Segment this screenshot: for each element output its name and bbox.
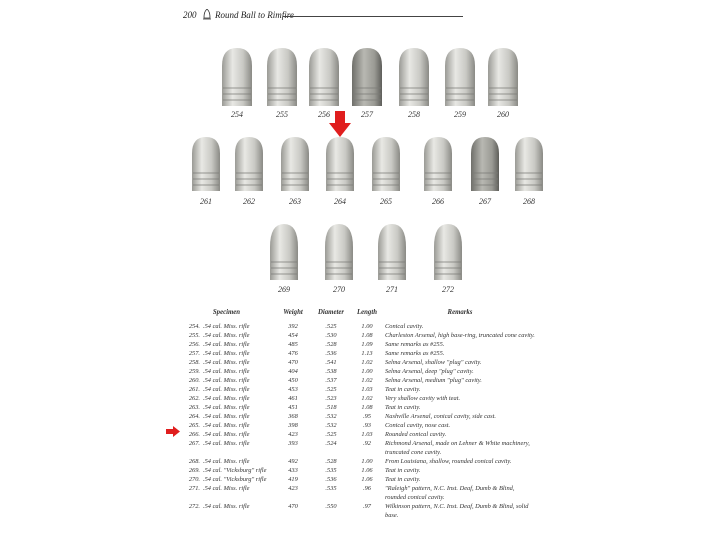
specimen-name: .54 cal. Miss. rifle bbox=[203, 395, 250, 402]
bullet-271 bbox=[376, 222, 408, 282]
length-cell: 1.03 bbox=[361, 386, 373, 393]
specimen-name: .54 cal. "Vicksburg" rifle bbox=[203, 476, 267, 483]
length-cell: 1.03 bbox=[361, 431, 373, 438]
diameter-cell: .532 bbox=[325, 422, 337, 429]
col-remarks: Remarks bbox=[447, 309, 473, 316]
weight-cell: 423 bbox=[288, 431, 298, 438]
length-cell: 1.08 bbox=[361, 332, 373, 339]
table-row bbox=[180, 412, 535, 421]
remarks-cell: Same remarks as #255. bbox=[385, 350, 445, 357]
table-row bbox=[180, 403, 535, 412]
bullet-260 bbox=[486, 46, 520, 108]
remarks-cell: Conical cavity. bbox=[385, 323, 424, 330]
bullet-label-262: 262 bbox=[243, 197, 255, 206]
length-cell: 1.00 bbox=[361, 368, 373, 375]
bullet-268 bbox=[513, 135, 545, 193]
remarks-cell: "Raleigh" pattern, N.C. Inst. Deaf, Dumb & Blind, rounded conical cavity. bbox=[385, 485, 515, 501]
red-down-arrow-icon bbox=[329, 111, 351, 137]
remarks-cell: Wilkinson pattern, N.C. Inst. Deaf, Dumb & Blind, solid base. bbox=[385, 503, 529, 519]
bullet-257 bbox=[350, 46, 384, 108]
diameter-cell: .532 bbox=[325, 413, 337, 420]
specimen-name: .54 cal. Miss. rifle bbox=[203, 386, 250, 393]
length-cell: .92 bbox=[363, 440, 371, 447]
bullet-269 bbox=[268, 222, 300, 282]
length-cell: 1.06 bbox=[361, 467, 373, 474]
remarks-cell: Conical cavity, nose cast. bbox=[385, 422, 451, 429]
diameter-cell: .528 bbox=[325, 458, 337, 465]
weight-cell: 450 bbox=[288, 377, 298, 384]
length-cell: 1.02 bbox=[361, 377, 373, 384]
specimen-name: .54 cal. Miss. rifle bbox=[203, 485, 250, 492]
bullet-label-261: 261 bbox=[200, 197, 212, 206]
bullet-259 bbox=[443, 46, 477, 108]
specimen-number: 254. bbox=[188, 323, 200, 330]
table-row bbox=[180, 421, 535, 430]
specimen-name: .54 cal. Miss. rifle bbox=[203, 503, 250, 510]
length-cell: 1.00 bbox=[361, 458, 373, 465]
length-cell: 1.02 bbox=[361, 359, 373, 366]
bullet-label-256: 256 bbox=[318, 110, 330, 119]
diameter-cell: .525 bbox=[325, 323, 337, 330]
col-weight: Weight bbox=[283, 309, 303, 316]
weight-cell: 453 bbox=[288, 386, 298, 393]
specimen-name: .54 cal. Miss. rifle bbox=[203, 332, 250, 339]
remarks-cell: Nashville Arsenal, conical cavity, side cast. bbox=[385, 413, 496, 420]
table-row bbox=[180, 502, 535, 520]
bullet-265 bbox=[370, 135, 402, 193]
specimen-name: .54 cal. Miss. rifle bbox=[203, 413, 250, 420]
diameter-cell: .525 bbox=[325, 431, 337, 438]
diameter-cell: .524 bbox=[325, 440, 337, 447]
specimen-number: 261. bbox=[188, 386, 200, 393]
diameter-cell: .538 bbox=[325, 368, 337, 375]
page-header bbox=[183, 9, 463, 23]
diameter-cell: .530 bbox=[325, 332, 337, 339]
specimen-number: 270. bbox=[188, 476, 200, 483]
table-row bbox=[180, 466, 535, 475]
specimen-name: .54 cal. Miss. rifle bbox=[203, 422, 250, 429]
specimen-number: 263. bbox=[188, 404, 200, 411]
weight-cell: 368 bbox=[288, 413, 298, 420]
table-header-row bbox=[180, 309, 535, 322]
table-row bbox=[180, 439, 535, 457]
bullet-256 bbox=[307, 46, 341, 108]
length-cell: 1.08 bbox=[361, 404, 373, 411]
remarks-cell: Teat in cavity. bbox=[385, 476, 421, 483]
weight-cell: 470 bbox=[288, 359, 298, 366]
book-title: Round Ball to Rimfire bbox=[215, 10, 294, 20]
specimen-name: .54 cal. Miss. rifle bbox=[203, 341, 250, 348]
weight-cell: 451 bbox=[288, 404, 298, 411]
remarks-cell: Richmond Arsenal, made on Lehner & White machinery, truncated cone cavity. bbox=[385, 440, 530, 456]
weight-cell: 485 bbox=[288, 341, 298, 348]
specimen-number: 256. bbox=[188, 341, 200, 348]
specimen-name: .54 cal. Miss. rifle bbox=[203, 368, 250, 375]
diameter-cell: .550 bbox=[325, 503, 337, 510]
specimen-number: 257. bbox=[188, 350, 200, 357]
bullet-label-255: 255 bbox=[276, 110, 288, 119]
specimen-number: 268. bbox=[188, 458, 200, 465]
length-cell: 1.09 bbox=[361, 341, 373, 348]
diameter-cell: .535 bbox=[325, 467, 337, 474]
diameter-cell: .518 bbox=[325, 404, 337, 411]
weight-cell: 470 bbox=[288, 503, 298, 510]
weight-cell: 404 bbox=[288, 368, 298, 375]
diameter-cell: .536 bbox=[325, 476, 337, 483]
length-cell: .96 bbox=[363, 485, 371, 492]
specimen-number: 262. bbox=[188, 395, 200, 402]
bullet-261 bbox=[190, 135, 222, 193]
weight-cell: 392 bbox=[288, 323, 298, 330]
bullet-label-271: 271 bbox=[386, 285, 398, 294]
header-rule bbox=[283, 16, 463, 17]
table-row bbox=[180, 367, 535, 376]
specimen-name: .54 cal. "Vicksburg" rifle bbox=[203, 467, 267, 474]
bullet-label-257: 257 bbox=[361, 110, 373, 119]
bullet-254 bbox=[220, 46, 254, 108]
specimen-number: 260. bbox=[188, 377, 200, 384]
specimen-name: .54 cal. Miss. rifle bbox=[203, 404, 250, 411]
bell-logo-icon bbox=[203, 9, 211, 20]
remarks-cell: Teat in cavity. bbox=[385, 467, 421, 474]
weight-cell: 476 bbox=[288, 350, 298, 357]
specimen-name: .54 cal. Miss. rifle bbox=[203, 431, 250, 438]
col-length: Length bbox=[356, 309, 378, 316]
bullet-label-258: 258 bbox=[408, 110, 420, 119]
weight-cell: 398 bbox=[288, 422, 298, 429]
specimen-number: 272. bbox=[188, 503, 200, 510]
bullet-255 bbox=[265, 46, 299, 108]
diameter-cell: .528 bbox=[325, 341, 337, 348]
bullet-label-269: 269 bbox=[278, 285, 290, 294]
diameter-cell: .536 bbox=[325, 350, 337, 357]
remarks-cell: Very shallow cavity with teat. bbox=[385, 395, 461, 402]
diameter-cell: .523 bbox=[325, 395, 337, 402]
table-row bbox=[180, 385, 535, 394]
red-right-arrow-icon bbox=[166, 426, 180, 437]
bullet-266 bbox=[422, 135, 454, 193]
bullet-262 bbox=[233, 135, 265, 193]
bullet-label-266: 266 bbox=[432, 197, 444, 206]
length-cell: .95 bbox=[363, 413, 371, 420]
table-row bbox=[180, 322, 535, 331]
bullet-label-254: 254 bbox=[231, 110, 243, 119]
specimen-name: .54 cal. Miss. rifle bbox=[203, 359, 250, 366]
table-row bbox=[180, 394, 535, 403]
table-row bbox=[180, 430, 535, 439]
table-row bbox=[180, 475, 535, 484]
bullet-272 bbox=[432, 222, 464, 282]
diameter-cell: .535 bbox=[325, 485, 337, 492]
specimen-number: 267. bbox=[188, 440, 200, 447]
table-row bbox=[180, 349, 535, 358]
specimen-table bbox=[180, 309, 535, 520]
col-diameter: Diameter bbox=[317, 309, 345, 316]
table-row bbox=[180, 358, 535, 367]
weight-cell: 454 bbox=[288, 332, 298, 339]
remarks-cell: Selma Arsenal, deep "plug" cavity. bbox=[385, 368, 474, 375]
specimen-name: .54 cal. Miss. rifle bbox=[203, 323, 250, 330]
bullet-label-272: 272 bbox=[442, 285, 454, 294]
remarks-cell: Selma Arsenal, shallow "plug" cavity. bbox=[385, 359, 482, 366]
specimen-number: 259. bbox=[188, 368, 200, 375]
length-cell: .97 bbox=[363, 503, 371, 510]
bullet-label-259: 259 bbox=[454, 110, 466, 119]
bullet-label-265: 265 bbox=[380, 197, 392, 206]
specimen-number: 258. bbox=[188, 359, 200, 366]
page-number: 200 bbox=[183, 10, 197, 20]
length-cell: 1.13 bbox=[361, 350, 373, 357]
remarks-cell: Selma Arsenal, medium "plug" cavity. bbox=[385, 377, 482, 384]
table-row bbox=[180, 376, 535, 385]
table-row bbox=[180, 340, 535, 349]
remarks-cell: Teat in cavity. bbox=[385, 404, 421, 411]
weight-cell: 423 bbox=[288, 485, 298, 492]
bullet-263 bbox=[279, 135, 311, 193]
diameter-cell: .525 bbox=[325, 386, 337, 393]
bullet-label-263: 263 bbox=[289, 197, 301, 206]
table-row bbox=[180, 457, 535, 466]
specimen-number: 265. bbox=[188, 422, 200, 429]
specimen-number: 264. bbox=[188, 413, 200, 420]
bullet-258 bbox=[397, 46, 431, 108]
remarks-cell: Same remarks as #255. bbox=[385, 341, 445, 348]
weight-cell: 492 bbox=[288, 458, 298, 465]
bullet-270 bbox=[323, 222, 355, 282]
weight-cell: 393 bbox=[288, 440, 298, 447]
remarks-cell: Rounded conical cavity. bbox=[385, 431, 447, 438]
weight-cell: 419 bbox=[288, 476, 298, 483]
table-row bbox=[180, 484, 535, 502]
length-cell: 1.02 bbox=[361, 395, 373, 402]
table-row bbox=[180, 331, 535, 340]
specimen-number: 266. bbox=[188, 431, 200, 438]
specimen-number: 269. bbox=[188, 467, 200, 474]
bullet-label-267: 267 bbox=[479, 197, 491, 206]
diameter-cell: .541 bbox=[325, 359, 337, 366]
remarks-cell: Charleston Arsenal, high base-ring, truncated cone cavity. bbox=[385, 332, 535, 339]
bullet-label-264: 264 bbox=[334, 197, 346, 206]
length-cell: 1.00 bbox=[361, 323, 373, 330]
specimen-name: .54 cal. Miss. rifle bbox=[203, 377, 250, 384]
bullet-264 bbox=[324, 135, 356, 193]
bullet-label-268: 268 bbox=[523, 197, 535, 206]
bullet-267 bbox=[469, 135, 501, 193]
specimen-number: 271. bbox=[188, 485, 200, 492]
length-cell: 1.06 bbox=[361, 476, 373, 483]
specimen-name: .54 cal. Miss. rifle bbox=[203, 458, 250, 465]
specimen-name: .54 cal. Miss. rifle bbox=[203, 350, 250, 357]
specimen-name: .54 cal. Miss. rifle bbox=[203, 440, 250, 447]
specimen-number: 255. bbox=[188, 332, 200, 339]
remarks-cell: From Louisiana, shallow, rounded conical cavity. bbox=[385, 458, 512, 465]
weight-cell: 461 bbox=[288, 395, 298, 402]
diameter-cell: .537 bbox=[325, 377, 337, 384]
length-cell: .93 bbox=[363, 422, 371, 429]
remarks-cell: Teat in cavity. bbox=[385, 386, 421, 393]
weight-cell: 433 bbox=[288, 467, 298, 474]
col-specimen: Specimen bbox=[212, 309, 241, 316]
bullet-label-260: 260 bbox=[497, 110, 509, 119]
bullet-label-270: 270 bbox=[333, 285, 345, 294]
